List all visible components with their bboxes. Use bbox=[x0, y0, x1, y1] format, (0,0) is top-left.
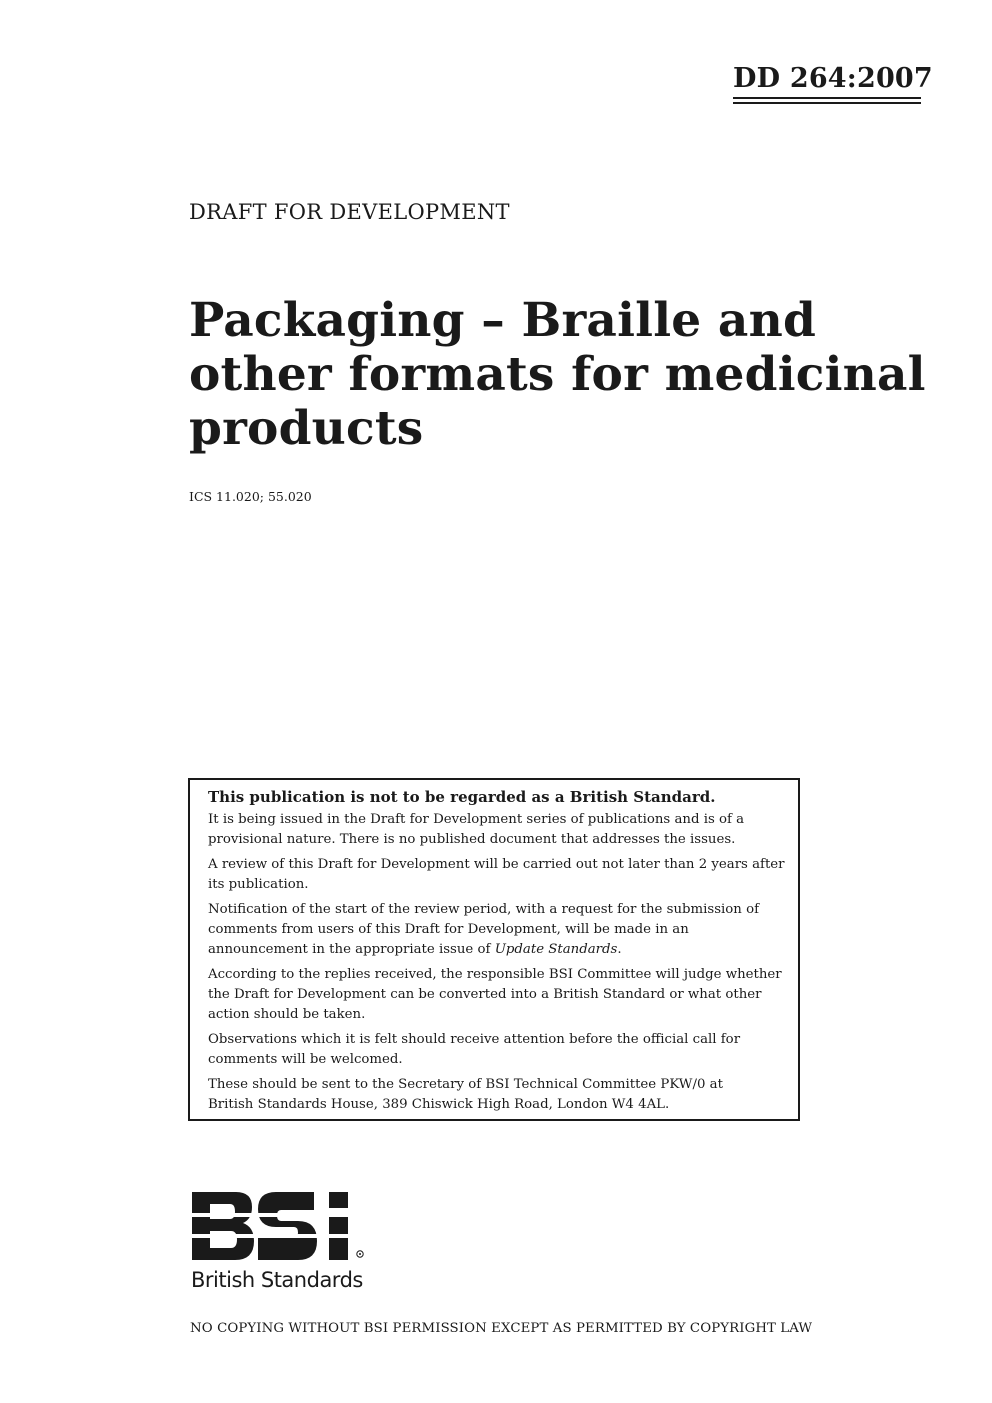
notice-line: Observations which it is felt should receive attention before the official call for bbox=[208, 1032, 741, 1047]
notice-line: British Standards House, 389 Chiswick High Road, London W4 4AL. bbox=[208, 1097, 670, 1112]
notice-paragraph-notification bbox=[208, 900, 784, 960]
notice-box bbox=[188, 778, 800, 1121]
copyright-notice: NO COPYING WITHOUT BSI PERMISSION EXCEPT AS PERMITTED BY COPYRIGHT LAW bbox=[190, 1321, 813, 1336]
notice-line: It is being issued in the Draft for Development series of publications and is of a bbox=[208, 812, 745, 827]
document-number-underline bbox=[733, 97, 921, 99]
update-standards-title: Update Standards bbox=[494, 942, 618, 957]
ics-code: ICS 11.020; 55.020 bbox=[189, 489, 312, 504]
notice-line-suffix: . bbox=[617, 942, 622, 957]
notice-heading: This publication is not to be regarded as a British Standard. bbox=[208, 788, 716, 806]
document-title bbox=[189, 294, 929, 456]
notice-line: provisional nature. There is no published document that addresses the issues. bbox=[208, 832, 736, 847]
notice-paragraph-replies bbox=[208, 965, 784, 1025]
notice-paragraph-address bbox=[208, 1075, 784, 1115]
notice-line: According to the replies received, the responsible BSI Committee will judge whether bbox=[208, 967, 782, 982]
notice-paragraph-observations bbox=[208, 1030, 784, 1070]
notice-line: comments from users of this Draft for Development, will be made in an bbox=[208, 922, 689, 937]
notice-paragraph-issue bbox=[208, 810, 784, 850]
document-status: DRAFT FOR DEVELOPMENT bbox=[189, 200, 510, 224]
notice-paragraph-review bbox=[208, 855, 784, 895]
notice-line: Notification of the start of the review period, with a request for the submission of bbox=[208, 902, 760, 917]
title-line-2: other formats for medicinal bbox=[189, 347, 926, 402]
document-number-underline-second bbox=[733, 102, 921, 104]
title-line-1: Packaging – Braille and bbox=[189, 293, 817, 348]
bsi-logo-mark-icon bbox=[190, 1190, 366, 1262]
logo-caption: British Standards bbox=[191, 1268, 363, 1292]
notice-line: action should be taken. bbox=[208, 1007, 366, 1022]
notice-line bbox=[208, 940, 784, 960]
notice-line-prefix: announcement in the appropriate issue of bbox=[208, 942, 495, 957]
notice-line: A review of this Draft for Development will be carried out not later than 2 years after bbox=[208, 857, 785, 872]
notice-line: the Draft for Development can be converted into a British Standard or what other bbox=[208, 987, 762, 1002]
notice-line: comments will be welcomed. bbox=[208, 1052, 403, 1067]
document-number: DD 264:2007 bbox=[733, 63, 933, 94]
title-line-3: products bbox=[189, 401, 424, 456]
notice-line: its publication. bbox=[208, 877, 309, 892]
bsi-logo bbox=[190, 1190, 380, 1300]
notice-line: These should be sent to the Secretary of BSI Technical Committee PKW/0 at bbox=[208, 1077, 723, 1092]
